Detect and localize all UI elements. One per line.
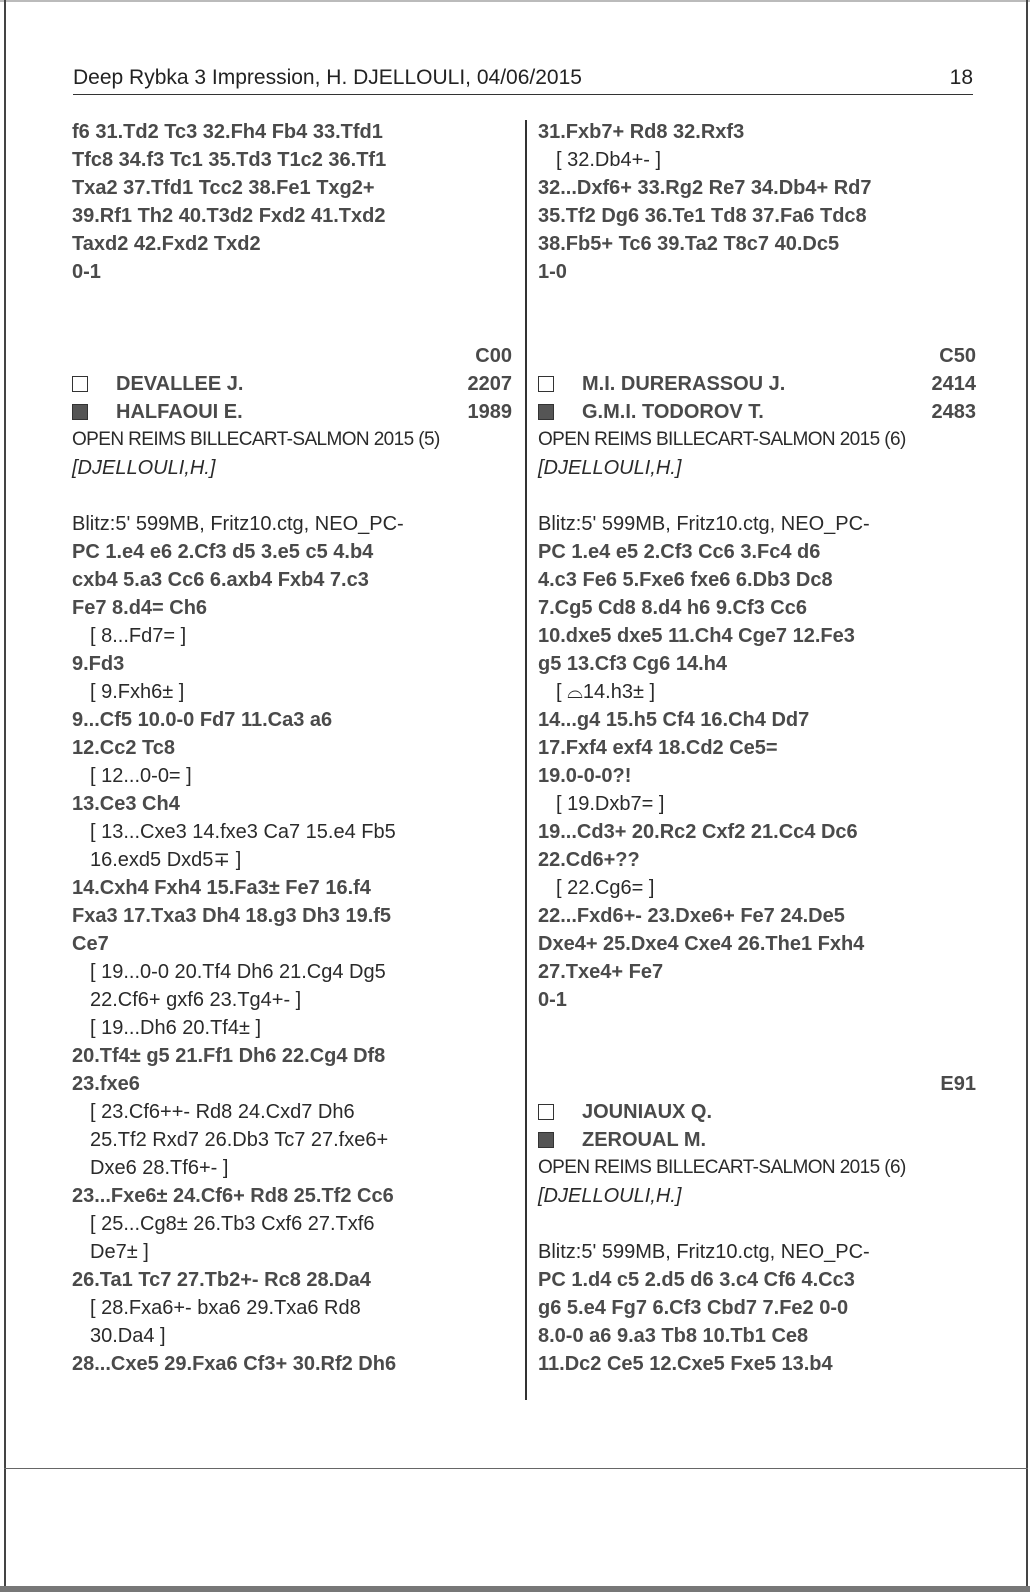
black-square-icon (538, 404, 554, 420)
move-line: Dxe4+ 25.Dxe4 Cxe4 26.The1 Fxh4 (538, 933, 865, 955)
previous-game-continuation (538, 118, 976, 258)
move-line: Fe7 8.d4= Ch6 (72, 597, 208, 619)
move-line: 14...g4 15.h5 Cf4 16.Ch4 Dd7 (538, 709, 810, 731)
left-column (72, 118, 512, 1378)
player-elo: 2414 (931, 373, 976, 395)
white-player (72, 370, 512, 398)
variation-line: De7± ] (90, 1241, 149, 1263)
variation-line: [ 28.Fxa6+- bxa6 29.Txa6 Rd8 (90, 1297, 361, 1319)
move-line: 19.0-0-0?! (538, 765, 632, 787)
move-line: 8.0-0 a6 9.a3 Tb8 10.Tb1 Ce8 (538, 1325, 809, 1347)
move-line: cxb4 5.a3 Cc6 6.axb4 Fxb4 7.c3 (72, 569, 369, 591)
white-player (538, 370, 976, 398)
variation-line: [ 9.Fxh6± ] (90, 681, 185, 703)
eco-code: C50 (939, 345, 976, 367)
move-line: 17.Fxf4 exf4 18.Cd2 Ce5= (538, 737, 778, 759)
move-line: 27.Txe4+ Fe7 (538, 961, 664, 983)
variation-line: [ 19...0-0 20.Tf4 Dh6 21.Cg4 Dg5 (90, 961, 386, 983)
variation-line: [ ⌓14.h3± ] (556, 681, 656, 703)
variation-line: Dxe6 28.Tf6+- ] (90, 1157, 229, 1179)
move-line: 14.Cxh4 Fxh4 15.Fa3± Fe7 16.f4 (72, 877, 371, 899)
variation-line: 30.Da4 ] (90, 1325, 166, 1347)
white-player (538, 1098, 976, 1126)
variation-line: [ 8...Fd7= ] (90, 625, 187, 647)
variation-line: [ 25...Cg8± 26.Tb3 Cxf6 27.Txf6 (90, 1213, 375, 1235)
variation-line: [ 12...0-0= ] (90, 765, 192, 787)
event-name: OPEN REIMS BILLECART-SALMON 2015 (6) (538, 429, 906, 450)
move-line: 31.Fxb7+ Rd8 32.Rxf3 (538, 121, 745, 143)
player-name: G.M.I. TODOROV T. (582, 401, 764, 423)
variation-line: [ 19.Dxb7= ] (556, 793, 665, 815)
page-number: 18 (949, 66, 973, 89)
game-moves (72, 510, 512, 1378)
move-line: Taxd2 42.Fxd2 Txd2 (72, 233, 261, 255)
black-player (72, 398, 512, 426)
move-line: Blitz:5' 599MB, Fritz10.ctg, NEO_PC- (72, 513, 404, 535)
move-line: 35.Tf2 Dg6 36.Te1 Td8 37.Fa6 Tdc8 (538, 205, 867, 227)
black-square-icon (538, 1132, 554, 1148)
move-line: 19...Cd3+ 20.Rc2 Cxf2 21.Cc4 Dc6 (538, 821, 858, 843)
black-square-icon (72, 404, 88, 420)
player-name: ZEROUAL M. (582, 1129, 707, 1151)
annotator: [DJELLOULI,H.] (538, 1185, 682, 1207)
move-line: PC 1.d4 c5 2.d5 d6 3.c4 Cf6 4.Cc3 (538, 1269, 855, 1291)
move-line: 12.Cc2 Tc8 (72, 737, 176, 759)
annotator: [DJELLOULI,H.] (538, 457, 682, 479)
move-line: 22.Cd6+?? (538, 849, 640, 871)
variation-line: [ 23.Cf6++- Rd8 24.Cxd7 Dh6 (90, 1101, 355, 1123)
move-line: Ce7 (72, 933, 109, 955)
move-line: 10.dxe5 dxe5 11.Ch4 Cge7 12.Fe3 (538, 625, 855, 647)
player-elo: 1989 (467, 401, 512, 423)
white-square-icon (538, 1104, 554, 1120)
scan-edge-left (4, 0, 6, 1592)
move-line: PC 1.e4 e5 2.Cf3 Cc6 3.Fc4 d6 (538, 541, 821, 563)
scan-edge-bottom (0, 1586, 1030, 1592)
move-line: g6 5.e4 Fg7 6.Cf3 Cbd7 7.Fe2 0-0 (538, 1297, 849, 1319)
eco-code: C00 (475, 345, 512, 367)
game-result: 0-1 (538, 989, 567, 1011)
footer-rule (4, 1468, 1028, 1469)
move-line: f6 31.Td2 Tc3 32.Fh4 Fb4 33.Tfd1 (72, 121, 383, 143)
move-line: 23...Fxe6± 24.Cf6+ Rd8 25.Tf2 Cc6 (72, 1185, 394, 1207)
player-name: M.I. DURERASSOU J. (582, 373, 786, 395)
variation-line: [ 32.Db4+- ] (556, 149, 662, 171)
move-line: Txa2 37.Tfd1 Tcc2 38.Fe1 Txg2+ (72, 177, 375, 199)
black-player (538, 398, 976, 426)
white-square-icon (72, 376, 88, 392)
move-line: 23.fxe6 (72, 1073, 140, 1095)
move-line: 4.c3 Fe6 5.Fxe6 fxe6 6.Db3 Dc8 (538, 569, 833, 591)
move-line: 22...Fxd6+- 23.Dxe6+ Fe7 24.De5 (538, 905, 845, 927)
eco-code: E91 (940, 1073, 976, 1095)
move-line: 20.Tf4± g5 21.Ff1 Dh6 22.Cg4 Df8 (72, 1045, 386, 1067)
variation-line: 25.Tf2 Rxd7 26.Db3 Tc7 27.fxe6+ (90, 1129, 389, 1151)
white-square-icon (538, 376, 554, 392)
header-title: Deep Rybka 3 Impression, H. DJELLOULI, 04/06/2015 (73, 66, 582, 89)
column-divider (525, 120, 527, 1400)
player-name: HALFAOUI E. (116, 401, 243, 423)
variation-line: [ 13...Cxe3 14.fxe3 Ca7 15.e4 Fb5 (90, 821, 396, 843)
move-line: Fxa3 17.Txa3 Dh4 18.g3 Dh3 19.f5 (72, 905, 392, 927)
scan-edge-top (0, 0, 1030, 2)
game-moves (538, 1238, 976, 1378)
move-line: 9.Fd3 (72, 653, 125, 675)
move-line: g5 13.Cf3 Cg6 14.h4 (538, 653, 727, 675)
event-name: OPEN REIMS BILLECART-SALMON 2015 (6) (538, 1157, 906, 1178)
move-line: 11.Dc2 Ce5 12.Cxe5 Fxe5 13.b4 (538, 1353, 833, 1375)
annotator: [DJELLOULI,H.] (72, 457, 216, 479)
move-line: Blitz:5' 599MB, Fritz10.ctg, NEO_PC- (538, 513, 870, 535)
game-result: 0-1 (72, 261, 101, 283)
move-line: 28...Cxe5 29.Fxa6 Cf3+ 30.Rf2 Dh6 (72, 1353, 397, 1375)
right-column (538, 118, 976, 1378)
move-line: PC 1.e4 e6 2.Cf3 d5 3.e5 c5 4.b4 (72, 541, 374, 563)
variation-line: [ 22.Cg6= ] (556, 877, 655, 899)
move-line: 38.Fb5+ Tc6 39.Ta2 T8c7 40.Dc5 (538, 233, 840, 255)
move-line: 39.Rf1 Th2 40.T3d2 Fxd2 41.Txd2 (72, 205, 386, 227)
move-line: Blitz:5' 599MB, Fritz10.ctg, NEO_PC- (538, 1241, 870, 1263)
player-name: JOUNIAUX Q. (582, 1101, 713, 1123)
variation-line: 22.Cf6+ gxf6 23.Tg4+- ] (90, 989, 302, 1011)
player-name: DEVALLEE J. (116, 373, 244, 395)
player-elo: 2207 (467, 373, 512, 395)
scan-edge-right (1026, 0, 1028, 1592)
move-line: 13.Ce3 Ch4 (72, 793, 180, 815)
move-line: 26.Ta1 Tc7 27.Tb2+- Rc8 28.Da4 (72, 1269, 371, 1291)
black-player (538, 1126, 976, 1154)
variation-line: 16.exd5 Dxd5∓ ] (90, 849, 242, 871)
page-header (73, 64, 973, 95)
move-line: 9...Cf5 10.0-0 Fd7 11.Ca3 a6 (72, 709, 333, 731)
player-elo: 2483 (931, 401, 976, 423)
event-name: OPEN REIMS BILLECART-SALMON 2015 (5) (72, 429, 440, 450)
move-line: 7.Cg5 Cd8 8.d4 h6 9.Cf3 Cc6 (538, 597, 807, 619)
move-line: Tfc8 34.f3 Tc1 35.Td3 T1c2 36.Tf1 (72, 149, 387, 171)
game-result: 1-0 (538, 261, 567, 283)
previous-game-continuation (72, 118, 512, 258)
game-moves (538, 510, 976, 986)
variation-line: [ 19...Dh6 20.Tf4± ] (90, 1017, 262, 1039)
move-line: 32...Dxf6+ 33.Rg2 Re7 34.Db4+ Rd7 (538, 177, 872, 199)
